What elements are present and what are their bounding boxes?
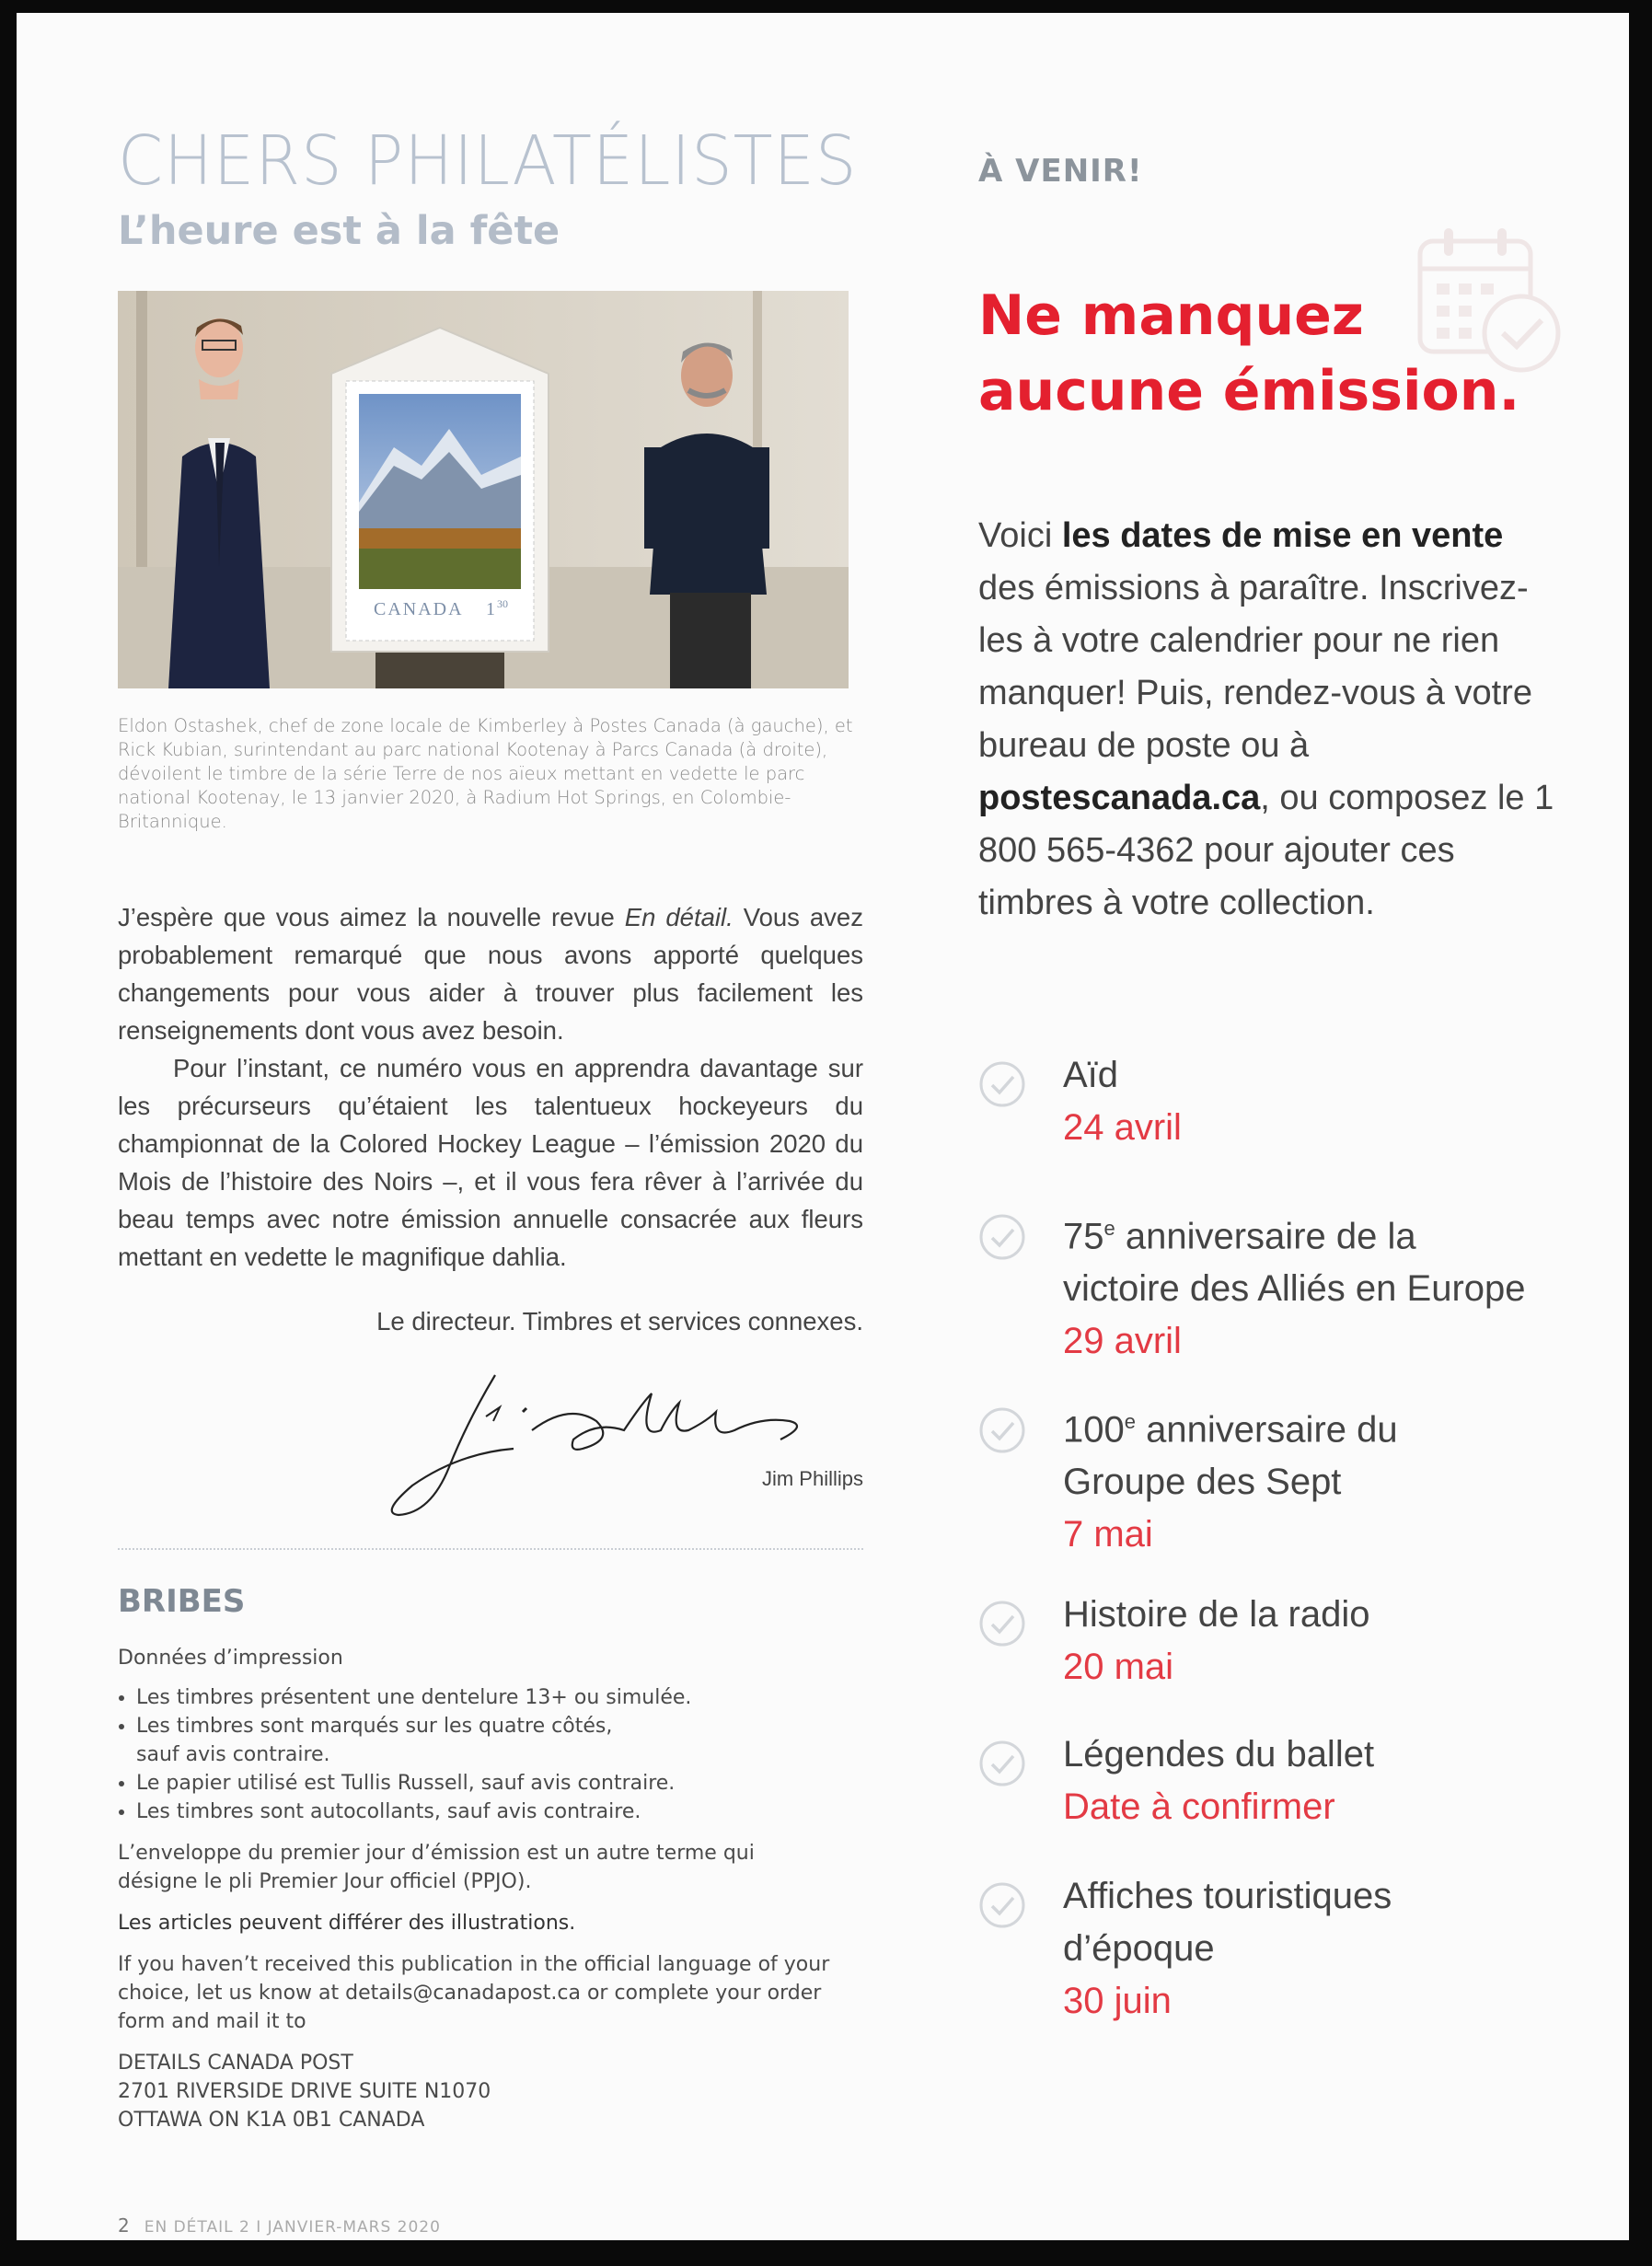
- check-circle-icon: [978, 1060, 1026, 1108]
- schedule-item-text: [1063, 1870, 1604, 2028]
- english-note: If you haven’t received this publication in the official language of your choice, let us know at details@canadapost.ca or complete your order form and mail it to: [118, 1953, 830, 2033]
- check-circle-icon: [978, 1600, 1026, 1647]
- issue-number: 100: [1063, 1409, 1125, 1451]
- issue-name-rest: anniversaire du: [1136, 1409, 1398, 1451]
- issue-name: Affiches touristiques: [1063, 1876, 1392, 1916]
- magazine-name: En détail.: [624, 903, 734, 931]
- address-line: OTTAWA ON K1A 0B1 CANADA: [118, 2109, 425, 2132]
- address-line: 2701 RIVERSIDE DRIVE SUITE N1070: [118, 2080, 491, 2103]
- ordinal-suffix: e: [1124, 1410, 1136, 1433]
- editorial-p1-end: Vous avez probablement remarqué que nous avons apporté quelques changements pour vous aider à trouver plus facilement les renseignements dont vous avez besoin.: [118, 903, 863, 1045]
- issue-name: Aïd: [1063, 1055, 1119, 1095]
- intro-text-3: , ou composez le 1 800 565-4362 pour ajouter ces timbres à votre collection.: [978, 779, 1554, 922]
- list-item: • Le papier utilisé est Tullis Russell, sauf avis contraire.: [136, 1769, 863, 1798]
- unveiling-photo-illustration: [118, 291, 849, 688]
- issue-date: 30 juin: [1063, 1981, 1172, 2021]
- items-note: Les articles peuvent différer des illustrations.: [118, 1912, 576, 1935]
- intro-paragraph: [978, 510, 1567, 930]
- check-circle-icon: [978, 1740, 1026, 1787]
- stamp-denomination: 1: [486, 599, 495, 619]
- photo-caption: [118, 714, 863, 834]
- issue-number: 75: [1063, 1216, 1104, 1257]
- page-footer: [118, 2214, 441, 2237]
- page-subtitle: L’heure est à la fête: [118, 208, 560, 254]
- page-number: 2: [118, 2214, 130, 2237]
- list-item: • Les timbres sont marqués sur les quatre côtés, sauf avis contraire.: [136, 1712, 652, 1769]
- editorial-paragraph-1: [118, 898, 863, 1049]
- issue-date: Date à confirmer: [1063, 1786, 1335, 1827]
- issue-date: 20 mai: [1063, 1647, 1174, 1687]
- issue-name: [1063, 1202, 1604, 1263]
- signer-name: Jim Phillips: [761, 1467, 863, 1490]
- check-circle-icon: [978, 1213, 1026, 1261]
- schedule-item-text: [1063, 1395, 1604, 1561]
- check-circle-icon: [978, 1406, 1026, 1454]
- address-line: DETAILS CANADA POST: [118, 2052, 353, 2075]
- editorial-p1-start: J’espère que vous aimez la nouvelle revue: [118, 903, 625, 931]
- issue-date: 29 avril: [1063, 1321, 1182, 1362]
- issue-name-line-2: d’époque: [1063, 1928, 1215, 1969]
- issue-name: Histoire de la radio: [1063, 1594, 1370, 1635]
- section-kicker: À VENIR!: [978, 153, 1143, 190]
- stamp-denomination-cents: 30: [497, 597, 508, 610]
- headline-line-2: aucune émission.: [978, 359, 1520, 423]
- photo-caption-text: Eldon Ostashek, chef de zone locale de Kimberley à Postes Canada (à gauche), et Rick Kubian, surintendant au parc national Kootenay à Parcs Canada (à droite), dévoilent le timbre de la série Terre de nos aïeux mettant en vedette le parc national Kootenay, le 13 janvier 2020, à Radium Hot Springs, en Colombie-Britannique.: [118, 715, 853, 832]
- section-divider: [118, 1548, 863, 1550]
- list-item: • Les timbres présentent une dentelure 13+ ou simulée.: [136, 1683, 863, 1712]
- print-data-label: Données d’impression: [118, 1647, 343, 1670]
- schedule-item-text: [1063, 1589, 1604, 1694]
- intro-emphasis-dates: les dates de mise en vente: [1061, 516, 1504, 555]
- magazine-page: [17, 13, 1629, 2240]
- print-data-list: [118, 1683, 863, 1826]
- list-item: • Les timbres sont autocollants, sauf avis contraire.: [136, 1798, 863, 1826]
- check-circle-icon: [978, 1881, 1026, 1929]
- issue-name: Légendes du ballet: [1063, 1734, 1375, 1775]
- ordinal-suffix: e: [1103, 1217, 1115, 1240]
- headline-line-1: Ne manquez: [978, 283, 1364, 348]
- page-title: CHERS PHILATÉLISTES: [118, 121, 858, 201]
- mailing-address: [118, 2049, 863, 2134]
- footer-text: EN DÉTAIL 2 I JANVIER-MARS 2020: [144, 2218, 441, 2237]
- issue-date: 7 mai: [1063, 1514, 1153, 1555]
- director-title: Le directeur. Timbres et services connexes.: [376, 1307, 863, 1335]
- issue-date: 24 avril: [1063, 1107, 1182, 1148]
- unveiling-photo: [118, 291, 849, 688]
- envelope-note: L’enveloppe du premier jour d’émission est un autre terme qui désigne le pli Premier Jour officiel (PPJO).: [118, 1842, 755, 1893]
- signature-image: [385, 1366, 826, 1522]
- website-link[interactable]: postescanada.ca: [978, 779, 1261, 817]
- intro-text-2: des émissions à paraître. Inscrivez-les à votre calendrier pour ne rien manquer! Puis, rendez-vous à votre bureau de poste ou à: [978, 569, 1532, 765]
- headline: [978, 278, 1604, 429]
- schedule-item-text: [1063, 1728, 1604, 1833]
- issue-name-line-2: victoire des Alliés en Europe: [1063, 1268, 1526, 1310]
- schedule-item-text: [1063, 1049, 1604, 1154]
- issue-name-line-2: Groupe des Sept: [1063, 1462, 1342, 1503]
- issue-name: [1063, 1395, 1604, 1456]
- issue-name-rest: anniversaire de la: [1115, 1216, 1416, 1257]
- bribes-section: [118, 1644, 863, 2134]
- stamp-country: CANADA: [374, 599, 464, 619]
- editorial-paragraph-2: Pour l’instant, ce numéro vous en apprendra davantage sur les précurseurs qu’étaient les talentueux hockeyeurs du championnat de la Colored Hockey League – l’émission 2020 du Mois de l’histoire des Noirs –, et il vous fera rêver à l’arrivée du beau temps avec notre émission annuelle consacrée aux fleurs mettant en vedette le magnifique dahlia.: [118, 1054, 863, 1271]
- editorial-text: [118, 898, 863, 1276]
- intro-text-1: Voici: [978, 516, 1062, 555]
- bribes-heading: BRIBES: [118, 1583, 246, 1620]
- schedule-item-text: [1063, 1202, 1604, 1368]
